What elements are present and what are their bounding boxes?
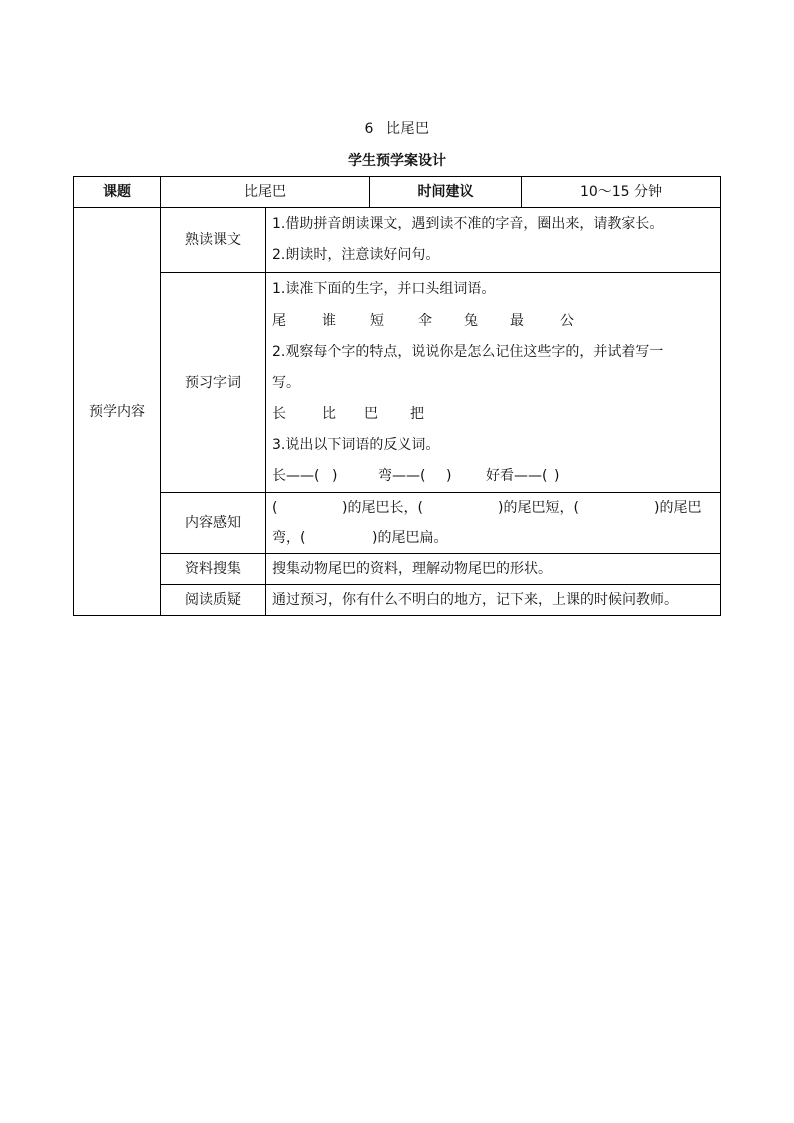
new-character: 公 (560, 313, 574, 329)
topic-value: 比尾巴 (244, 184, 286, 200)
content-fragment: )的尾巴扁。 (372, 530, 448, 546)
reading-line-2: 2.朗读时，注意读好问句。 (272, 247, 440, 263)
content-line-2 (272, 528, 447, 548)
time-value: 10～15 分钟 (579, 184, 663, 200)
section-label: 预学内容 (89, 403, 145, 420)
new-character: 最 (510, 313, 524, 329)
antonym-prompt: 弯——( (378, 468, 426, 484)
preview-table (73, 176, 721, 616)
new-character: 短 (370, 313, 384, 329)
time-label: 时间建议 (417, 184, 474, 200)
content-fragment: )的尾巴 (654, 500, 702, 516)
blank-open: ( (272, 500, 278, 516)
new-character: 尾 (272, 313, 286, 329)
questions-content (266, 585, 720, 615)
reading-line-1: 1.借助拼音朗读课文，遇到读不准的字音，圈出来，请教家长。 (272, 216, 664, 232)
new-characters-list (272, 311, 574, 331)
lesson-title (0, 118, 794, 138)
antonym-prompt: 好看——( (486, 468, 548, 484)
lesson-number: 6 (364, 121, 374, 137)
lesson-name: 比尾巴 (385, 121, 430, 137)
questions-text: 通过预习，你有什么不明白的地方，记下来，上课的时候问教师。 (272, 592, 678, 608)
reading-label: 熟读课文 (185, 232, 241, 248)
materials-content (266, 554, 720, 584)
questions-label: 阅读质疑 (185, 592, 241, 608)
antonym-close: ) (332, 468, 338, 484)
writing-characters-list (272, 404, 424, 424)
antonym-close: ) (446, 468, 452, 484)
worksheet-subtitle: 学生预学案设计 (348, 153, 446, 169)
characters-label: 预习字词 (185, 374, 241, 391)
antonym-prompt: 长——( (272, 468, 320, 484)
content-fragment: )的尾巴短，( (498, 500, 579, 516)
new-character: 伞 (418, 313, 432, 329)
characters-instruction-2a: 2.观察每个字的特点，说说你是怎么记住这些字的，并试着写一 (272, 344, 664, 360)
antonym-blanks (272, 466, 559, 486)
content-line-1 (272, 498, 701, 518)
content-fragment: )的尾巴长，( (342, 500, 423, 516)
topic-label: 课题 (103, 184, 131, 200)
writing-character: 把 (410, 406, 424, 422)
writing-character: 巴 (364, 406, 378, 422)
reading-content (266, 208, 720, 272)
antonym-close: ) (554, 468, 560, 484)
characters-instruction-2b: 写。 (272, 375, 300, 391)
new-character: 兔 (464, 313, 478, 329)
writing-character: 长 (272, 406, 286, 422)
content-content (266, 493, 720, 553)
materials-label: 资料搜集 (185, 561, 241, 577)
characters-instruction-1: 1.读准下面的生字，并口头组词语。 (272, 281, 496, 297)
characters-instruction-3: 3.说出以下词语的反义词。 (272, 437, 440, 453)
content-fragment: 弯，( (272, 530, 306, 546)
writing-character: 比 (322, 406, 336, 422)
materials-text: 搜集动物尾巴的资料，理解动物尾巴的形状。 (272, 561, 552, 577)
new-character: 谁 (322, 313, 336, 329)
content-label: 内容感知 (185, 515, 241, 531)
characters-content (266, 273, 720, 492)
